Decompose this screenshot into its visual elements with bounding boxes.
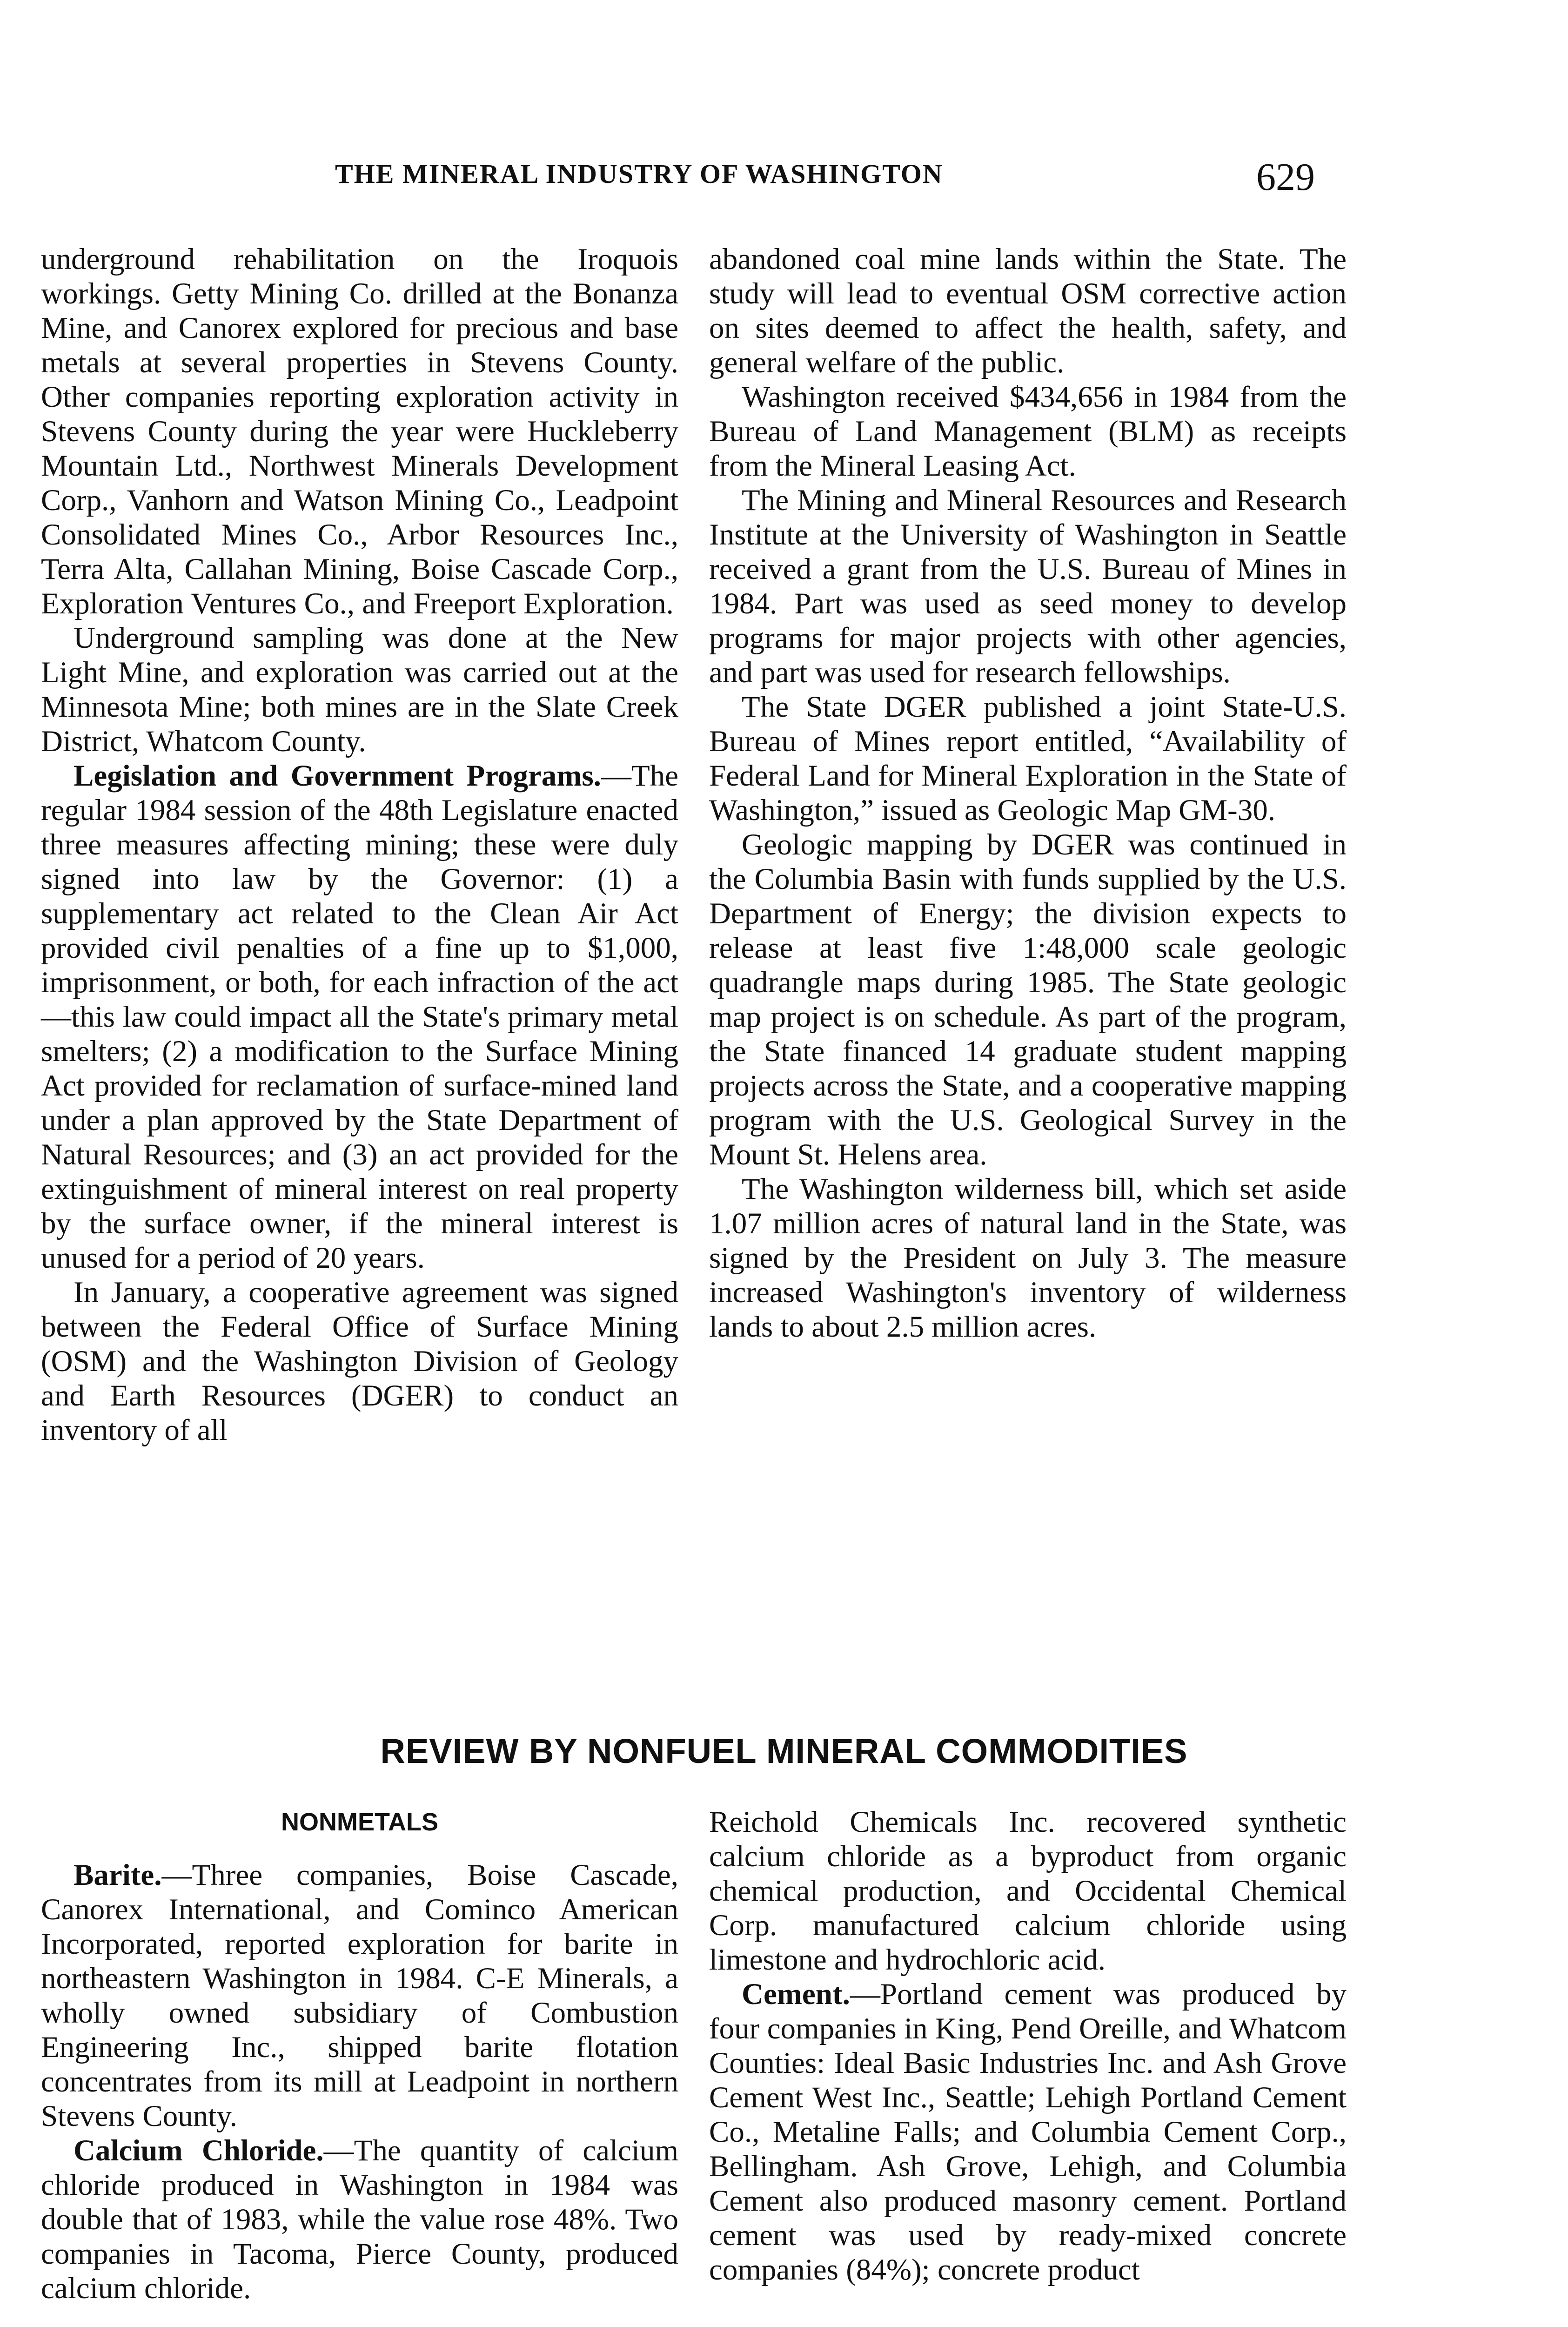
paragraph-legislation	[41, 759, 678, 1275]
barite-run-in-heading: Barite.	[74, 1858, 162, 1892]
legislation-text: —The regular 1984 session of the 48th Legislature enacted three measures affecting mining; these were duly signed into law by the Governor: (1) a supplementary act related to the Clean Air Act provided civil penalties of a fine up to $1,000, imprisonment, or both, for each infraction of the act—this law could impact all the State's primary metal smelters; (2) a modification to the Surface Mining Act provided for reclamation of surface-mined land under a plan approved by the State Department of Natural Resources; and (3) an act provided for the extinguishment of mineral interest on real property by the surface owner, if the mineral interest is unused for a period of 20 years.	[41, 759, 678, 1275]
paragraph-calcium-chloride	[41, 2133, 678, 2306]
bottom-left-column	[41, 1805, 678, 2306]
section-heading: REVIEW BY NONFUEL MINERAL COMMODITIES	[380, 1732, 1188, 1770]
top-right-column	[709, 242, 1347, 1344]
calcium-chloride-text: —The quantity of calcium chloride produced in Washington in 1984 was double that of 1983, while the value rose 48%. Two companies in Tacoma, Pierce County, produced calcium chloride.	[41, 2134, 678, 2305]
running-head	[0, 155, 1568, 200]
paragraph-wilderness-bill: The Washington wilderness bill, which set aside 1.07 million acres of natural land in the State, was signed by the President on July 3. The measure increased Washington's inventory of wilderness lands to about 2.5 million acres.	[709, 1172, 1347, 1344]
paragraph-blm-receipts: Washington received $434,656 in 1984 from the Bureau of Land Management (BLM) as receipts from the Mineral Leasing Act.	[709, 380, 1347, 483]
paragraph-geologic-mapping: Geologic mapping by DGER was continued in the Columbia Basin with funds supplied by the U.S. Department of Energy; the division expects to release at least five 1:48,000 scale geologic quadrangle maps during 1985. The State geologic map project is on schedule. As part of the program, the State financed 14 graduate student mapping projects across the State, and a cooperative mapping program with the U.S. Geological Survey in the Mount St. Helens area.	[709, 828, 1347, 1171]
paragraph-cement	[709, 1977, 1347, 2287]
top-left-column	[41, 242, 678, 1447]
paragraph-cooperative-agreement: In January, a cooperative agreement was signed between the Federal Office of Surface Mining (OSM) and the Washington Division of Geology and Earth Resources (DGER) to conduct an inventory of all	[41, 1276, 678, 1447]
running-title: THE MINERAL INDUSTRY OF WASHINGTON	[335, 159, 943, 189]
paragraph-exploration-continued: underground rehabilitation on the Iroquois workings. Getty Mining Co. drilled at the Bonanza Mine, and Canorex explored for precious and base metals at several properties in Stevens County. Other companies reporting exploration activity in Stevens County during the year were Huckleberry Mountain Ltd., Northwest Minerals Development Corp., Vanhorn and Watson Mining Co., Leadpoint Consolidated Mines Co., Arbor Resources Inc., Terra Alta, Callahan Mining, Boise Cascade Corp., Exploration Ventures Co., and Freeport Exploration.	[41, 242, 678, 620]
cement-run-in-heading: Cement.	[742, 1977, 850, 2011]
barite-text: —Three companies, Boise Cascade, Canorex International, and Cominco American Incorporated, reported exploration for barite in northeastern Washington in 1984. C-E Minerals, a wholly owned subsidiary of Combustion Engineering Inc., shipped barite flotation concentrates from its mill at Leadpoint in northern Stevens County.	[41, 1858, 678, 2133]
nonmetals-subheading: NONMETALS	[281, 1808, 438, 1836]
paragraph-research-institute: The Mining and Mineral Resources and Research Institute at the University of Washington in Seattle received a grant from the U.S. Bureau of Mines in 1984. Part was used as seed money to develop programs for major projects with other agencies, and part was used for research fellowships.	[709, 484, 1347, 689]
calcium-chloride-run-in-heading: Calcium Chloride.	[74, 2134, 324, 2167]
paragraph-barite	[41, 1858, 678, 2133]
page-number: 629	[1256, 155, 1315, 199]
cement-text: —Portland cement was produced by four companies in King, Pend Oreille, and Whatcom Counties: Ideal Basic Industries Inc. and Ash Grove Cement West Inc., Seattle; Lehigh Portland Cement Co., Metaline Falls; and Columbia Cement Corp., Bellingham. Ash Grove, Lehigh, and Columbia Cement also produced masonry cement. Portland cement was used by ready-mixed concrete companies (84%); concrete product	[709, 1977, 1347, 2287]
paragraph-dger-report: The State DGER published a joint State-U.S. Bureau of Mines report entitled, “Availability of Federal Land for Mineral Exploration in the State of Washington,” issued as Geologic Map GM-30.	[709, 690, 1347, 827]
paragraph-reichold: Reichold Chemicals Inc. recovered synthetic calcium chloride as a byproduct from organic chemical production, and Occidental Chemical Corp. manufactured calcium chloride using limestone and hydrochloric acid.	[709, 1805, 1347, 1977]
paragraph-underground-sampling: Underground sampling was done at the New Light Mine, and exploration was carried out at the Minnesota Mine; both mines are in the Slate Creek District, Whatcom County.	[41, 621, 678, 758]
legislation-run-in-heading: Legislation and Government Programs.	[74, 759, 601, 793]
paragraph-abandoned-coal: abandoned coal mine lands within the State. The study will lead to eventual OSM corrective action on sites deemed to affect the health, safety, and general welfare of the public.	[709, 242, 1347, 379]
bottom-right-column	[709, 1805, 1347, 2287]
